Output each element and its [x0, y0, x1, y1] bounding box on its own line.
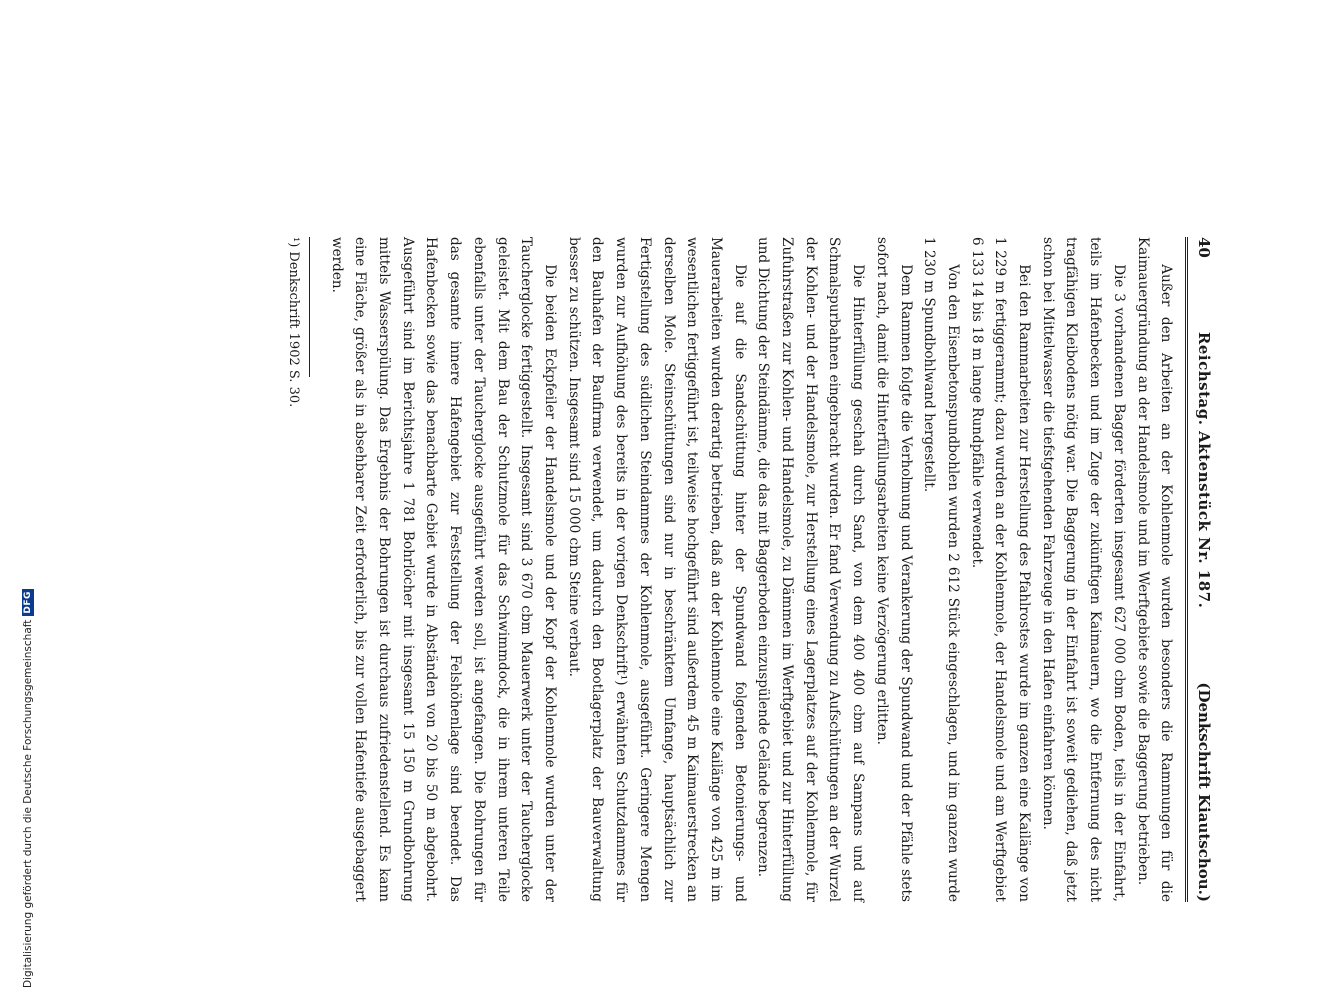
- document-page: [180, 237, 1215, 902]
- page-header: [1185, 237, 1215, 902]
- paragraph: Außer den Arbeiten an der Kohlenmole wurden besonders die Rammungen für die Kaimauergründung an der Handelsmole und im Werftgebiete sowie die Baggerung betrieben.: [1134, 237, 1175, 902]
- dfg-logo: DFG: [23, 591, 33, 614]
- paragraph: Die Hinterfüllung geschah durch Sand, von dem 400 400 cbm auf Sampans und auf Schmalspurbahnen eingebracht wurden. Er fand Verwendung zu Aufschüttungen an der Wurzel der Kohlen- und der Handelsmole, zur Herstellung eines Lagerplatzes auf der Kohlenmole, für Zufuhrstraßen zur Kohlen- und Handelsmole, zu Dämmen im Werftgebiet und zur Hinterfüllung und Dichtung der Steindämme, die das mit Baggerboden einzuspülende Gelände begrenzen.: [755, 237, 867, 902]
- page-number: 40: [1195, 237, 1213, 258]
- digitization-text: Digitalisierung gefördert durch die Deutsche Forschungsgemeinschaft: [22, 619, 34, 988]
- paragraph: Dem Rammen folgte die Verholmung und Verankerung der Spundwand und der Pfähle stets sofort nach, damit die Hinterfüllungsarbeiten keine Verzögerung erlitten.: [873, 237, 914, 902]
- digitization-note: [22, 589, 34, 988]
- header-subtitle: (Denkschrift Kiautschou.): [1195, 682, 1213, 902]
- body-text: [324, 237, 1177, 902]
- paragraph: Die 3 vorhandenen Bagger förderten insgesamt 627 000 cbm Boden, teils in der Einfahrt, teils im Hafenbecken und im Zuge der zukünftigen Kaimauern, wo die Entfernung des nicht tragfähigen Kleibodens nötig war. Die Baggerung in der Einfahrt ist soweit gediehen, daß jetzt schon bei Mittelwasser die tiefstgehenden Fahrzeuge in den Hafen einfahren können.: [1039, 237, 1127, 902]
- paragraph: Die beiden Eckpfeiler der Handelsmole und der Kopf der Kohlenmole wurden unter der Taucherglocke fertiggestellt. Insgesamt sind 3 670 cbm Mauerwerk unter der Taucherglocke geleistet. Mit dem Bau der Schutzmole für das Schwimmdock, die in ihrem unteren Teile ebenfalls unter der Taucherglocke ausgeführt werden soll, ist angefangen. Die Bohrungen für das gesamte innere Hafengebiet zur Feststellung der Felshöhenlage sind beendet. Das Hafenbecken sowie das benachbarte Gebiet wurde in Abständen von 20 bis 50 m abgebohrt. Ausgeführt sind im Berichtsjahre 1 781 Bohrlöcher mit insgesamt 15 150 m Grundbohrung mittels Wasserspülung. Das Ergebnis der Bohrungen ist durchaus zufriedenstellend. Es kann eine Fläche, größer als in absehbarer Zeit erforderlich, bis zur vollen Hafentiefe ausgebaggert werden.: [328, 237, 559, 902]
- paragraph: Die auf die Sandschüttung hinter der Spundwand folgenden Betonierungs- und Mauerarbeiten wurden derartig betrieben, daß an der Kohlenmole eine Kailänge von 425 m im wesentlichen fertiggeführt ist, teilweise hochgeführt sind außerdem 45 m Kaimauerstrecken an derselben Mole. Steinschüttungen sind nur in beschränktem Umfange, hauptsächlich zur Fertigstellung des südlichen Steindammes der Kohlenmole, ausgeführt. Geringere Mengen wurden zur Aufhöhung des bereits in der vorigen Denkschrift¹) erwähnten Schutzdammes für den Bauhafen der Baufirma verwendet, um dadurch den Bootlagerplatz der Bauverwaltung besser zu schützen. Insgesamt sind 15 000 cbm Steine verbaut.: [565, 237, 748, 902]
- header-title: Reichstag. Aktenstück Nr. 187.: [1195, 331, 1213, 609]
- footnote: ¹) Denkschrift 1902 S. 30.: [285, 237, 301, 408]
- paragraph: Von den Eisenbetonspundbohlen wurden 2 612 Stück eingeschlagen, und im ganzen wurde 1 230 m Spundbohlwand hergestellt.: [921, 237, 961, 902]
- footnote-divider: [309, 237, 310, 377]
- paragraph: Bei den Rammarbeiten zur Herstellung des Pfahlrostes wurde im ganzen eine Kailänge von 1 229 m fertiggerammt; dazu wurden an der Kohlenmole, der Handelsmole und am Werftgebiet 6 133 14 bis 18 m lange Rundpfähle verwendet.: [968, 237, 1033, 902]
